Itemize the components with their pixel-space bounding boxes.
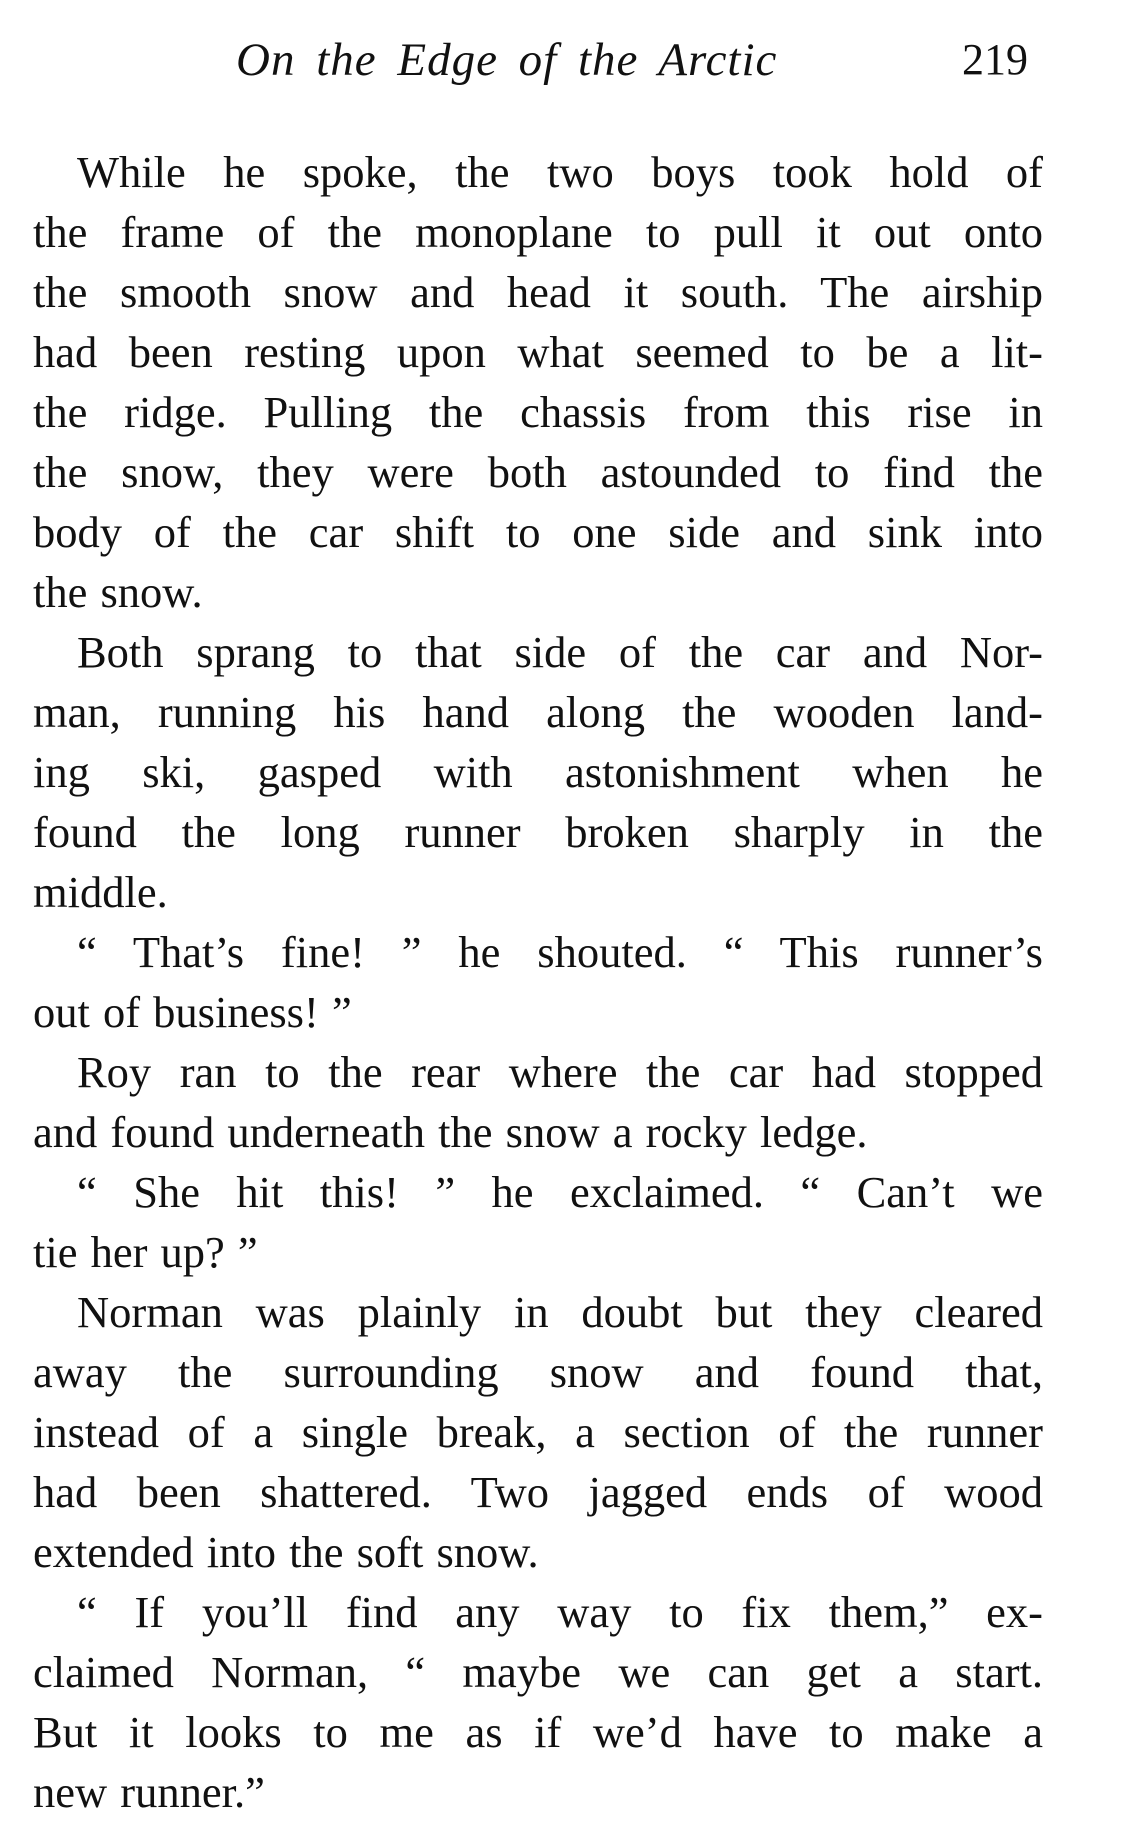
- text-line: “ She hit this! ” he exclaimed. “ Can’t we: [77, 1167, 1043, 1217]
- paragraph: [33, 142, 1043, 622]
- paragraph: [33, 1162, 1043, 1282]
- body-text: [33, 142, 1043, 1822]
- text-line: the smooth snow and head it south. The airship: [33, 267, 1043, 317]
- text-line: claimed Norman, “ maybe we can get a start.: [33, 1647, 1043, 1697]
- running-head: [0, 30, 1124, 90]
- text-line: out of business! ”: [33, 987, 352, 1037]
- paragraph: [33, 1282, 1043, 1582]
- text-line: found the long runner broken sharply in the: [33, 807, 1043, 857]
- text-line: ing ski, gasped with astonishment when he: [33, 747, 1043, 797]
- text-line: instead of a single break, a section of the runner: [33, 1407, 1043, 1457]
- text-line: the snow, they were both astounded to find the: [33, 447, 1043, 497]
- text-line: Roy ran to the rear where the car had stopped: [77, 1047, 1043, 1097]
- text-line: extended into the soft snow.: [33, 1527, 539, 1577]
- text-line: man, running his hand along the wooden land-: [33, 687, 1043, 737]
- text-line: the snow.: [33, 567, 203, 617]
- paragraph: [33, 922, 1043, 1042]
- text-line: tie her up? ”: [33, 1227, 258, 1277]
- text-line: away the surrounding snow and found that,: [33, 1347, 1043, 1397]
- text-line: and found underneath the snow a rocky ledge.: [33, 1107, 868, 1157]
- text-line: new runner.”: [33, 1767, 265, 1817]
- paragraph: [33, 622, 1043, 922]
- text-line: But it looks to me as if we’d have to make a: [33, 1707, 1043, 1757]
- text-line: Norman was plainly in doubt but they cleared: [77, 1287, 1043, 1337]
- text-line: “ If you’ll find any way to fix them,” ex-: [77, 1587, 1043, 1637]
- text-line: Both sprang to that side of the car and Nor-: [77, 627, 1043, 677]
- text-line: “ That’s fine! ” he shouted. “ This runner’s: [77, 927, 1043, 977]
- paragraph: [33, 1582, 1043, 1822]
- text-line: the frame of the monoplane to pull it out onto: [33, 207, 1043, 257]
- text-line: body of the car shift to one side and sink into: [33, 507, 1043, 557]
- paragraph: [33, 1042, 1043, 1162]
- page-number: 219: [962, 35, 1028, 84]
- text-line: the ridge. Pulling the chassis from this rise in: [33, 387, 1043, 437]
- text-line: had been resting upon what seemed to be a lit-: [33, 327, 1043, 377]
- text-line: While he spoke, the two boys took hold of: [77, 147, 1043, 197]
- text-line: had been shattered. Two jagged ends of wood: [33, 1467, 1043, 1517]
- running-title: On the Edge of the Arctic: [236, 34, 778, 86]
- text-line: middle.: [33, 867, 168, 917]
